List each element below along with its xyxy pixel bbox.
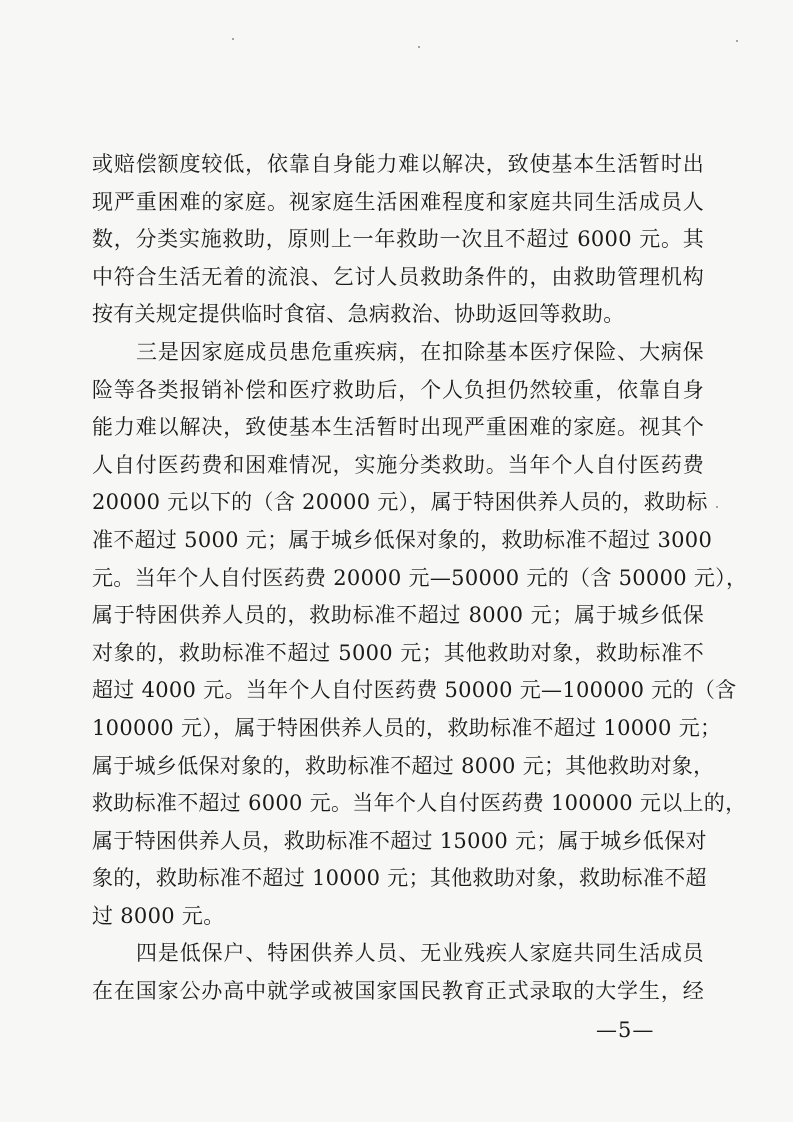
text-line: 救助标准不超过 6000 元。当年个人自付医药费 100000 元以上的， bbox=[92, 791, 747, 816]
text-line: 人自付医药费和困难情况，实施分类救助。当年个人自付医药费 bbox=[92, 452, 704, 477]
text-line: 中符合生活无着的流浪、乞讨人员救助条件的，由救助管理机构 bbox=[92, 264, 704, 289]
text-line: 现严重困难的家庭。视家庭生活困难程度和家庭共同生活成员人 bbox=[92, 189, 704, 214]
text-line: 数，分类实施救助，原则上一年救助一次且不超过 6000 元。其 bbox=[92, 227, 704, 252]
text-line: 超过 4000 元。当年个人自付医药费 50000 元—100000 元的（含 bbox=[92, 678, 737, 703]
scan-speck bbox=[736, 40, 738, 42]
text-line: 元。当年个人自付医药费 20000 元—50000 元的（含 50000 元）， bbox=[92, 565, 748, 590]
text-line: 准不超过 5000 元；属于城乡低保对象的，救助标准不超过 3000 bbox=[92, 527, 713, 552]
text-line: 属于城乡低保对象的，救助标准不超过 8000 元；其他救助对象， bbox=[92, 753, 715, 778]
document-body bbox=[92, 146, 748, 1011]
text-line: 属于特困供养人员的，救助标准不超过 8000 元；属于城乡低保 bbox=[92, 603, 704, 628]
text-line: 能力难以解决，致使基本生活暂时出现严重困难的家庭。视其个 bbox=[92, 415, 704, 440]
text-line: 属于特困供养人员，救助标准不超过 15000 元；属于城乡低保对 bbox=[92, 828, 707, 853]
text-line: 象的，救助标准不超过 10000 元；其他救助对象，救助标准不超 bbox=[92, 866, 707, 891]
page-number: —5— bbox=[596, 1018, 655, 1042]
text-line: 100000 元），属于特困供养人员的，救助标准不超过 10000 元； bbox=[92, 715, 722, 740]
text-line: 20000 元以下的（含 20000 元），属于特困供养人员的，救助标 bbox=[92, 490, 708, 515]
text-line: 四是低保户、特困供养人员、无业残疾人家庭共同生活成员 bbox=[136, 941, 704, 966]
scan-speck bbox=[232, 38, 234, 40]
text-line: 过 8000 元。 bbox=[92, 903, 225, 928]
scan-speck bbox=[716, 506, 718, 508]
text-line: 在在国家公办高中就学或被国家国民教育正式录取的大学生，经 bbox=[92, 979, 704, 1004]
text-line: 或赔偿额度较低，依靠自身能力难以解决，致使基本生活暂时出 bbox=[92, 152, 704, 176]
text-line: 对象的，救助标准不超过 5000 元；其他救助对象，救助标准不 bbox=[92, 640, 704, 665]
text-line: 按有关规定提供临时食宿、急病救治、协助返回等救助。 bbox=[92, 302, 625, 327]
text-line: 险等各类报销补偿和医疗救助后，个人负担仍然较重，依靠自身 bbox=[92, 377, 704, 402]
text-line: 三是因家庭成员患危重疾病，在扣除基本医疗保险、大病保 bbox=[136, 339, 704, 364]
scan-speck bbox=[418, 46, 420, 48]
